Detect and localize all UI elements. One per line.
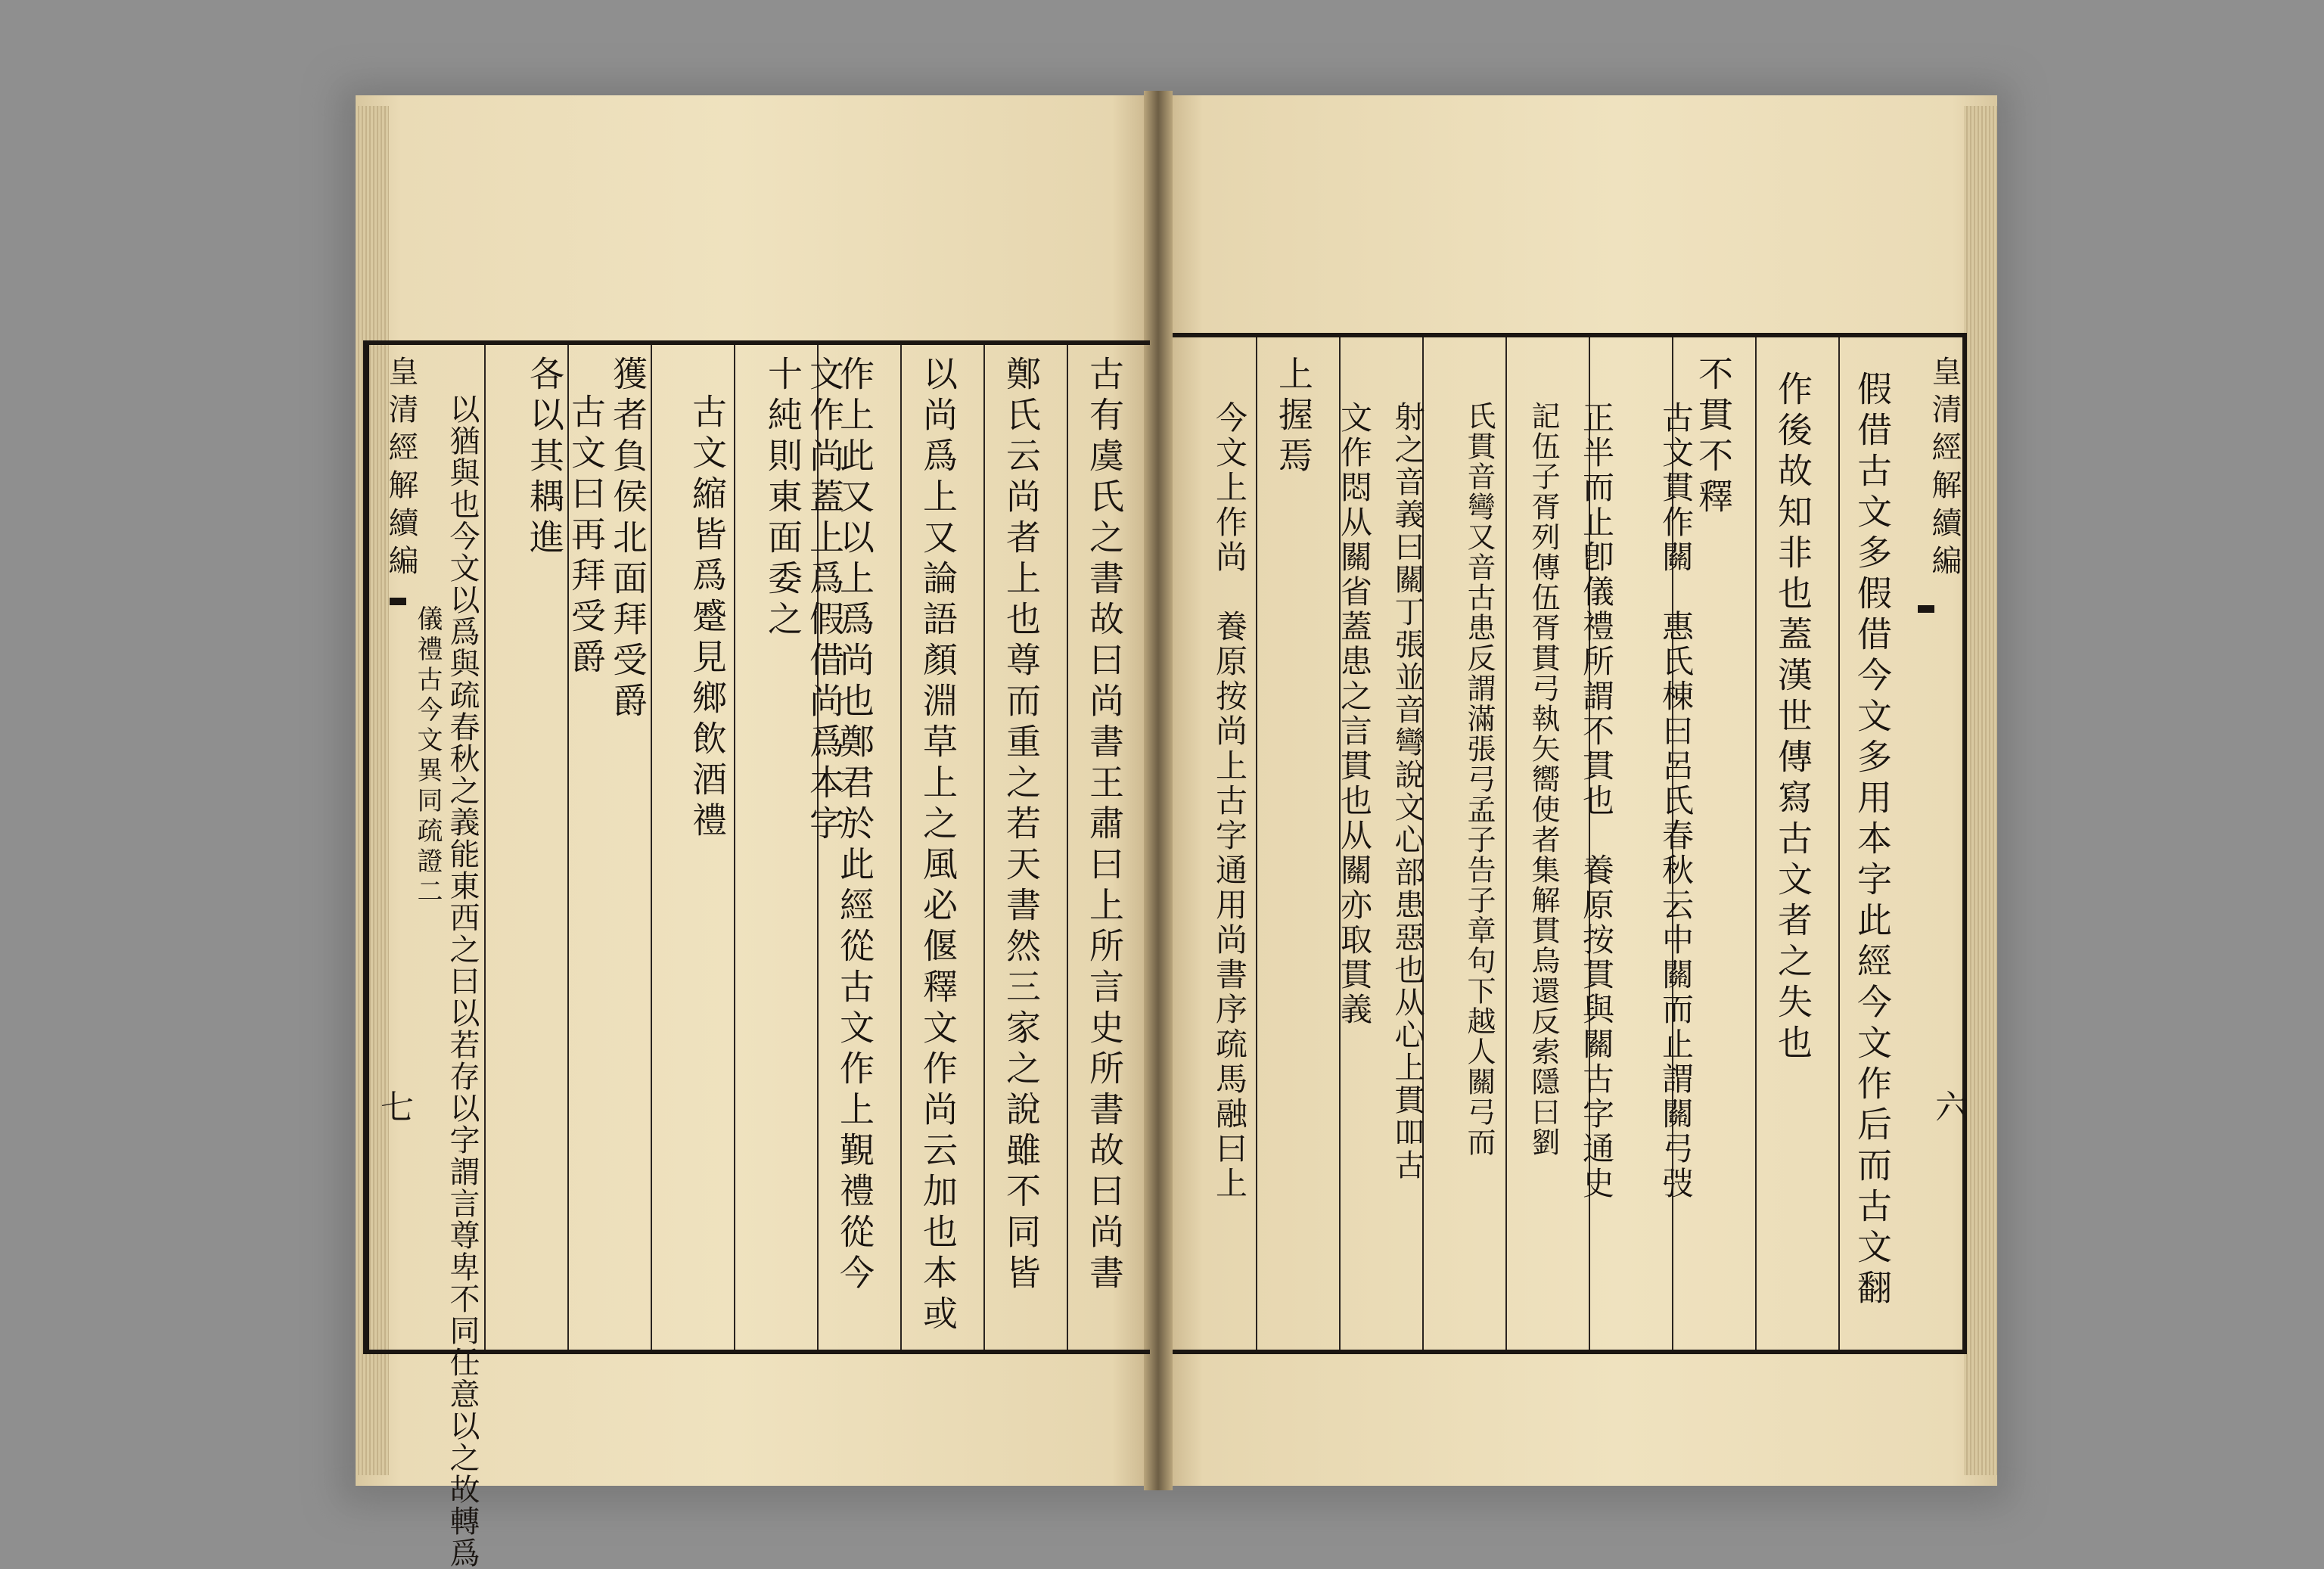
left-margin-header: 皇清經解續編 xyxy=(384,356,418,583)
right-text-column-5: 正半而止卽儀禮所謂不貫也 養原按貫與關古字通史 xyxy=(1578,401,1615,1201)
right-page-number: 六 xyxy=(1929,1089,1968,1129)
left-margin-subtitle: 儀禮古今文異同疏證二 xyxy=(412,605,443,908)
left-text-column-3: 以尚爲上又論語顏淵草上之風必偃釋文作尚云加也本或 xyxy=(918,356,958,1336)
column-rule xyxy=(1256,337,1257,1350)
left-text-column-8: 獲者負侯北面拜受爵 xyxy=(607,356,648,723)
right-text-column-11: 今文上作尚 養原按尚上古字通用尚書序疏馬融曰上 xyxy=(1211,401,1248,1201)
column-rule xyxy=(1755,337,1757,1350)
left-text-column-4: 作上此又以上爲尚也鄭君於此經從古文作上覲禮從今 xyxy=(834,356,875,1295)
left-text-column-9: 古文曰再拜受爵 xyxy=(566,393,607,679)
right-margin-header: 皇清經解續編 xyxy=(1927,356,1962,583)
left-text-column-10: 各以其耦進 xyxy=(524,356,565,560)
right-text-column-4: 古文貫作關 惠氏棟曰呂氏春秋云中關而止謂關弓弢 xyxy=(1658,401,1695,1201)
left-text-column-11: 以猶與也今文以爲與疏春秋之義能東西之曰以若存以字謂言尊卑不同任意以之故轉爲 xyxy=(445,393,480,1569)
column-rule xyxy=(484,345,486,1350)
right-text-column-3: 不貫不釋 xyxy=(1693,356,1734,519)
right-text-column-1: 假借古文多假借今文多用本字此經今文作后而古文翻 xyxy=(1852,371,1893,1310)
column-rule xyxy=(1505,337,1507,1350)
right-text-column-6: 記伍子胥列傳伍胥貫弓執矢嚮使者集解貫烏還反索隱曰劉 xyxy=(1527,401,1560,1157)
fish-tail-mark xyxy=(1918,605,1934,613)
left-text-column-5: 文作尚蓋上爲假借尚爲本字 xyxy=(804,356,845,846)
left-text-column-1: 古有虞氏之書故曰尚書王肅曰上所言史所書故曰尚書 xyxy=(1084,356,1125,1295)
column-rule xyxy=(651,345,652,1350)
left-page-number: 七 xyxy=(374,1089,413,1129)
left-text-column-2: 鄭氏云尚者上也尊而重之若天書然三家之說雖不同皆 xyxy=(1001,356,1042,1295)
column-rule xyxy=(1838,337,1840,1350)
column-rule xyxy=(983,345,985,1350)
column-rule xyxy=(900,345,902,1350)
right-text-column-8: 射之音義曰關丁張並音彎說文心部患惡也从心上貫吅古 xyxy=(1390,401,1425,1182)
column-rule xyxy=(734,345,735,1350)
right-text-column-9: 文作悶从關省蓋患之言貫也从關亦取貫義 xyxy=(1336,401,1373,1027)
right-text-column-2: 作後故知非也蓋漢世傳寫古文者之失也 xyxy=(1773,371,1813,1065)
fish-tail-mark xyxy=(390,598,406,605)
right-page-edge xyxy=(1964,106,1997,1475)
right-text-column-10: 上握焉 xyxy=(1273,356,1314,478)
right-text-column-7: 氏貫音彎又音古患反謂滿張弓孟子告子章句下越人關弓而 xyxy=(1462,401,1496,1157)
left-text-column-6: 十純則東面委之 xyxy=(763,356,803,642)
left-text-column-7: 古文縮皆爲蹙見鄉飲酒禮 xyxy=(687,393,728,843)
right-text-frame xyxy=(1173,333,1967,1354)
column-rule xyxy=(1067,345,1068,1350)
